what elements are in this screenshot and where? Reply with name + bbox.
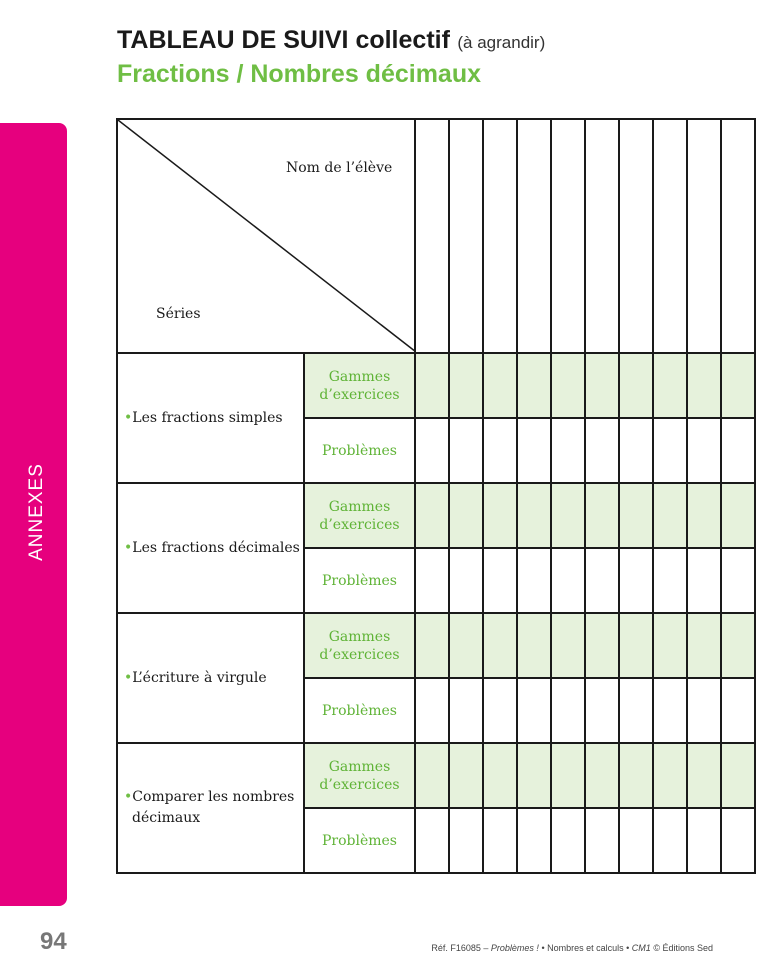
tracking-cell[interactable] (551, 418, 585, 483)
student-name-cell[interactable] (585, 119, 619, 353)
tracking-cell[interactable] (517, 808, 551, 873)
series-topic-label: Les fractions simples (132, 409, 283, 426)
tracking-cell[interactable] (585, 743, 619, 808)
tracking-cell[interactable] (449, 548, 483, 613)
tracking-cell[interactable] (585, 418, 619, 483)
tracking-cell[interactable] (653, 353, 687, 418)
exercises-label: Gammes (328, 368, 391, 385)
tracking-cell[interactable] (449, 613, 483, 678)
tracking-cell[interactable] (721, 548, 755, 613)
tracking-cell[interactable] (551, 678, 585, 743)
student-name-cell[interactable] (517, 119, 551, 353)
tracking-cell[interactable] (483, 808, 517, 873)
tracking-cell[interactable] (551, 548, 585, 613)
tracking-cell[interactable] (653, 613, 687, 678)
tracking-cell[interactable] (619, 353, 653, 418)
footer-section: • Nombres et calculs • (541, 943, 630, 953)
tracking-cell[interactable] (551, 743, 585, 808)
tracking-cell[interactable] (585, 808, 619, 873)
tracking-cell[interactable] (619, 548, 653, 613)
tracking-cell[interactable] (415, 743, 449, 808)
problems-type-cell (304, 418, 415, 483)
tracking-cell[interactable] (517, 613, 551, 678)
tracking-cell[interactable] (517, 743, 551, 808)
footer-ref: Réf. F16085 – (431, 943, 489, 953)
bullet-icon: • (124, 409, 133, 426)
student-name-cell[interactable] (551, 119, 585, 353)
tracking-cell[interactable] (687, 483, 721, 548)
tracking-cell[interactable] (585, 483, 619, 548)
tracking-cell[interactable] (483, 548, 517, 613)
tracking-cell[interactable] (619, 418, 653, 483)
series-topic-label-cont: décimaux (132, 810, 201, 826)
tracking-cell[interactable] (551, 353, 585, 418)
exercises-type-cell (304, 743, 415, 808)
tracking-cell[interactable] (687, 353, 721, 418)
exercises-label-cont: d’exercices (319, 516, 400, 533)
tracking-cell[interactable] (721, 353, 755, 418)
problems-label: Problèmes (321, 832, 397, 849)
exercises-type-cell (304, 353, 415, 418)
series-topic (118, 408, 303, 429)
student-name-cell[interactable] (653, 119, 687, 353)
bullet-icon: • (124, 669, 133, 686)
tracking-cell[interactable] (449, 483, 483, 548)
tracking-cell[interactable] (415, 483, 449, 548)
student-name-cell[interactable] (483, 119, 517, 353)
tracking-cell[interactable] (517, 353, 551, 418)
page-number: 94 (40, 928, 67, 955)
series-label: Séries (156, 306, 201, 322)
tracking-cell[interactable] (721, 418, 755, 483)
tracking-cell[interactable] (721, 743, 755, 808)
tracking-cell[interactable] (619, 483, 653, 548)
exercises-type-cell (304, 483, 415, 548)
table-row (117, 743, 755, 808)
problems-label: Problèmes (321, 572, 397, 589)
tracking-cell[interactable] (585, 353, 619, 418)
student-name-cell[interactable] (721, 119, 755, 353)
tracking-cell[interactable] (653, 548, 687, 613)
series-topic-cell (117, 353, 304, 483)
series-topic-cell (117, 483, 304, 613)
exercises-label-cont: d’exercices (319, 776, 400, 793)
tracking-cell[interactable] (551, 613, 585, 678)
tracking-cell[interactable] (449, 353, 483, 418)
tracking-cell[interactable] (653, 808, 687, 873)
tracking-cell[interactable] (449, 678, 483, 743)
tracking-cell[interactable] (415, 353, 449, 418)
footer-level: CM1 (631, 943, 651, 953)
footer-publisher: © Éditions Sed (653, 943, 713, 953)
exercises-label: Gammes (328, 758, 391, 775)
tracking-cell[interactable] (415, 808, 449, 873)
tracking-cell[interactable] (551, 808, 585, 873)
exercises-type-cell (304, 613, 415, 678)
tracking-cell[interactable] (415, 548, 449, 613)
tracking-cell[interactable] (483, 613, 517, 678)
tracking-cell[interactable] (653, 418, 687, 483)
tracking-cell[interactable] (585, 678, 619, 743)
series-topic (118, 538, 303, 559)
tracking-cell[interactable] (483, 418, 517, 483)
tracking-cell[interactable] (415, 613, 449, 678)
footer-book-title: Problèmes ! (490, 943, 539, 953)
exercises-label-cont: d’exercices (319, 646, 400, 663)
student-name-cell[interactable] (449, 119, 483, 353)
tracking-cell[interactable] (721, 678, 755, 743)
tracking-cell[interactable] (517, 678, 551, 743)
tracking-cell[interactable] (585, 548, 619, 613)
tracking-cell[interactable] (619, 613, 653, 678)
bullet-icon: • (124, 539, 133, 556)
tracking-cell[interactable] (721, 808, 755, 873)
series-topic-label: Comparer les nombres (132, 789, 295, 805)
problems-type-cell (304, 548, 415, 613)
student-name-cell[interactable] (415, 119, 449, 353)
student-name-label: Nom de l’élève (286, 160, 393, 176)
series-topic (118, 668, 303, 689)
tracking-cell[interactable] (687, 418, 721, 483)
problems-type-cell (304, 678, 415, 743)
tracking-cell[interactable] (653, 743, 687, 808)
exercises-label-cont: d’exercices (319, 386, 400, 403)
series-topic-cell (117, 613, 304, 743)
footer-reference (431, 943, 713, 953)
tracking-cell[interactable] (483, 743, 517, 808)
tracking-cell[interactable] (551, 483, 585, 548)
series-topic-label: Les fractions décimales (132, 539, 300, 556)
tracking-cell[interactable] (517, 483, 551, 548)
series-topic-label: L’écriture à virgule (132, 669, 267, 686)
tracking-cell[interactable] (585, 613, 619, 678)
table-header-row (117, 119, 755, 353)
problems-type-cell (304, 808, 415, 873)
tracking-cell[interactable] (483, 678, 517, 743)
tracking-cell[interactable] (687, 678, 721, 743)
table-row (117, 353, 755, 418)
tracking-cell[interactable] (415, 678, 449, 743)
tracking-cell[interactable] (619, 678, 653, 743)
tracking-cell[interactable] (687, 808, 721, 873)
tracking-cell[interactable] (517, 548, 551, 613)
tracking-cell[interactable] (653, 678, 687, 743)
tracking-cell[interactable] (483, 483, 517, 548)
page-subtitle: Fractions / Nombres décimaux (117, 60, 482, 88)
tracking-cell[interactable] (619, 808, 653, 873)
series-topic-cell (117, 743, 304, 873)
side-tab-label: ANNEXES (26, 463, 47, 561)
student-name-cell[interactable] (687, 119, 721, 353)
table-row (117, 483, 755, 548)
series-topic (118, 787, 303, 829)
tracking-cell[interactable] (687, 743, 721, 808)
tracking-cell[interactable] (721, 613, 755, 678)
tracking-cell[interactable] (415, 418, 449, 483)
page-title-line (117, 26, 757, 60)
tracking-cell[interactable] (449, 743, 483, 808)
tracking-cell[interactable] (721, 483, 755, 548)
tracking-cell[interactable] (619, 743, 653, 808)
tracking-cell[interactable] (687, 548, 721, 613)
page-title-note: (à agrandir) (457, 33, 546, 52)
tracking-table (116, 118, 756, 874)
title-block (117, 26, 757, 94)
student-name-cell[interactable] (619, 119, 653, 353)
tracking-cell[interactable] (653, 483, 687, 548)
tracking-cell[interactable] (449, 808, 483, 873)
corner-cell (117, 119, 415, 353)
bullet-icon: • (124, 789, 133, 805)
tracking-cell[interactable] (483, 353, 517, 418)
exercises-label: Gammes (328, 628, 391, 645)
problems-label: Problèmes (321, 702, 397, 719)
tracking-cell[interactable] (517, 418, 551, 483)
tracking-cell[interactable] (449, 418, 483, 483)
problems-label: Problèmes (321, 442, 397, 459)
table-row (117, 613, 755, 678)
tracking-cell[interactable] (687, 613, 721, 678)
exercises-label: Gammes (328, 498, 391, 515)
page-title: TABLEAU DE SUIVI collectif (117, 26, 450, 54)
